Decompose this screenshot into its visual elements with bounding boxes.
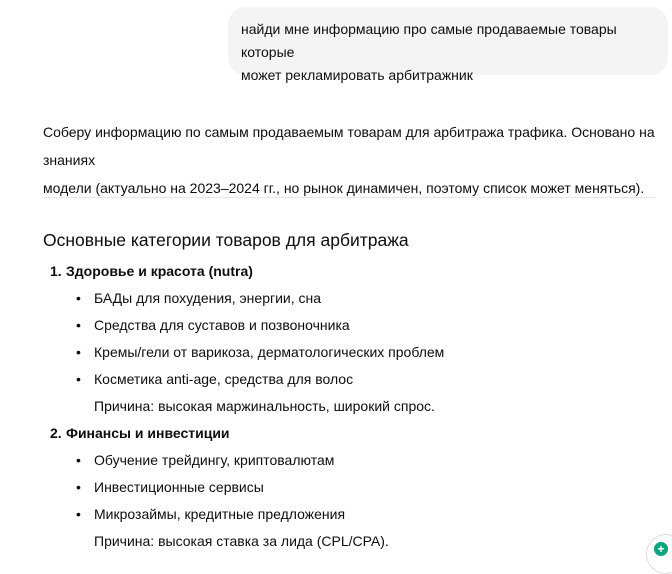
category-title: Здоровье и красота (nutra) (66, 263, 253, 279)
plus-circle-icon: + (654, 542, 668, 556)
bullet: • (76, 317, 81, 333)
divider (43, 197, 655, 198)
bullet: • (76, 506, 81, 522)
assistant-intro (43, 118, 663, 202)
list-item (50, 312, 650, 339)
bullet: • (76, 290, 81, 306)
list-item-text: Косметика anti-age, средства для волос (94, 371, 354, 387)
bullet: • (76, 452, 81, 468)
bullet: • (76, 344, 81, 360)
list-item-text: БАДы для похудения, энергии, сна (94, 290, 322, 306)
list-number: 1. (50, 263, 62, 279)
category-title-row (50, 258, 650, 285)
category-title: Финансы и инвестиции (66, 425, 230, 441)
reason-row (50, 393, 650, 420)
reason-text: Причина: высокая маржинальность, широкий спрос. (94, 398, 435, 414)
category-list (50, 258, 650, 555)
section-heading: Основные категории товаров для арбитража (43, 230, 409, 250)
bullet: • (76, 371, 81, 387)
user-message-line: может рекламировать арбитражник (241, 67, 473, 83)
list-item-text: Кремы/гели от варикоза, дерматологических проблем (94, 344, 445, 360)
floating-action-button[interactable] (646, 534, 672, 574)
list-item-text: Обучение трейдингу, криптовалютам (94, 452, 335, 468)
intro-line: модели (актуально на 2023–2024 гг., но рынок динамичен, поэтому список может меняться). (43, 180, 645, 196)
list-item (50, 447, 650, 474)
list-number: 2. (50, 425, 62, 441)
reason-text: Причина: высокая ставка за лида (CPL/CPA). (94, 533, 389, 549)
list-item (50, 366, 650, 393)
list-item-text: Инвестиционные сервисы (94, 479, 264, 495)
list-item (50, 339, 650, 366)
list-item-text: Микрозаймы, кредитные предложения (94, 506, 346, 522)
list-item-text: Средства для суставов и позвоночника (94, 317, 350, 333)
list-item (50, 285, 650, 312)
intro-line: Соберу информацию по самым продаваемым товарам для арбитража трафика. Основано на знаниях (43, 124, 655, 168)
user-message-line: найди мне информацию про самые продаваемые товары которые (241, 21, 617, 60)
list-item (50, 501, 650, 528)
category-title-row (50, 420, 650, 447)
user-message-bubble (228, 7, 668, 83)
reason-row (50, 528, 650, 555)
bullet: • (76, 479, 81, 495)
list-item (50, 474, 650, 501)
